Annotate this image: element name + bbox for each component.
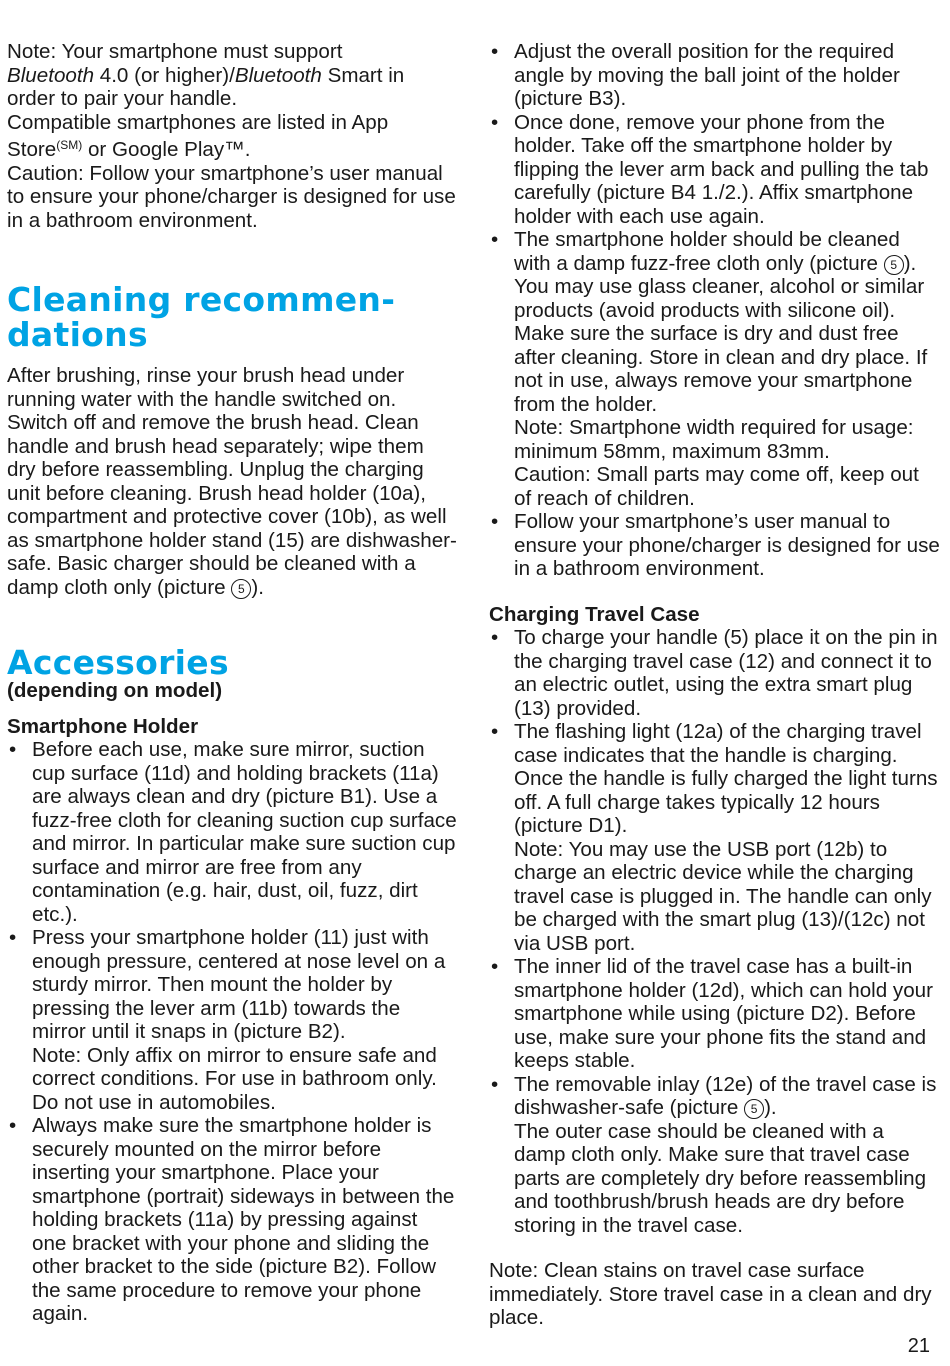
accessories-subheading: (depending on model) (7, 679, 223, 702)
list-item: • Always make sure the smartphone holder is securely mounted on the mirror before inserting your smartphone. Place your smartphone (portrait) sideways in between the holding brackets (11a) by pressing against one bracket with your phone and sliding the other bracket to the side (picture B2). Follow the same procedure to remove your phone again. (7, 1114, 457, 1326)
list-item: • To charge your handle (5) place it on the pin in the charging travel case (12) and connect it to an electric outlet, using the extra smart plug (13) provided. (489, 626, 941, 720)
circled-number-icon: 5 (884, 255, 904, 275)
intro-paragraph: Note: Your smartphone must support Bluetooth 4.0 (or higher)/Bluetooth Smart in order to pair your handle. Compatible smartphones are listed in App Store$^{(SM)}$ or Google Play™. Caution: Follow your smartphone’s user manual to ensure your phone/charger is designed for use in a bathroom environment. (7, 40, 456, 232)
left-column (7, 40, 457, 1326)
list-item: • The smartphone holder should be cleaned with a damp fuzz-free cloth only (picture 5 ). You may use glass cleaner, alcohol or similar products (avoid products with silicone oil). Make sure the surface is dry and dust free after cleaning. Store in clean and dry place. If not in use, always remove your smartphone from the holder. Note: Smartphone width required for usage: minimum 58mm, maximum 83mm. Caution: Small parts may come off, keep out of reach of children. (489, 228, 941, 510)
list-item: • Press your smartphone holder (11) just with enough pressure, centered at nose level on a sturdy mirror. Then mount the holder by pressing the lever arm (11b) towards the mirror until it snaps in (picture B2). Note: Only affix on mirror to ensure safe and correct conditions. For use in bathroom only. Do not use in automobiles. (7, 926, 457, 1114)
list-item: • The inner lid of the travel case has a built-in smartphone holder (12d), which can hold your smartphone while using (picture D2). Before use, make sure your phone fits the stand and keeps stable. (489, 955, 941, 1073)
travel-case-heading: Charging Travel Case (489, 602, 700, 626)
list-item: • Follow your smartphone’s user manual to ensure your phone/charger is designed for use in a bathroom environment. (489, 510, 941, 581)
holder-heading: Smartphone Holder (7, 714, 199, 738)
page-number: 21 (907, 1335, 930, 1357)
list-item: • The flashing light (12a) of the charging travel case indicates that the handle is charging. Once the handle is fully charged the light turns off. A full charge takes typically 12 hours (picture D1). Note: You may use the USB port (12b) to charge an electric device while the charging travel case is plugged in. The handle can only be charged with the smart plug (13)/(12c) not via USB port. (489, 720, 941, 955)
list-item: • Adjust the overall position for the required angle by moving the ball joint of the holder (picture B3). (489, 40, 941, 111)
cleaning-heading: Cleaning recommen- dations (7, 280, 396, 354)
list-item: • Once done, remove your phone from the holder. Take off the smartphone holder by flipping the lever arm back and pulling the tab carefully (picture B4 1./2.). Affix smartphone holder with each use again. (489, 111, 941, 229)
accessories-heading: Accessories (7, 643, 229, 682)
cleaning-paragraph: After brushing, rinse your brush head under running water with the handle switched on. Switch off and remove the brush head. Clean handle and brush head separately; wipe them dry before reassembling. Unplug the charging unit before cleaning. Brush head holder (10a), compartment and protective cover (10b), as well as smartphone holder stand (15) are dishwasher-safe. Basic charger should be cleaned with a damp cloth only (picture 5 ). (7, 364, 457, 599)
final-note: Note: Clean stains on travel case surface immediately. Store travel case in a clean and dry place. (489, 1259, 932, 1329)
circled-number-icon: 5 (231, 579, 251, 599)
circled-number-icon: 5 (744, 1099, 764, 1119)
list-item: • The removable inlay (12e) of the travel case is dishwasher-safe (picture 5 ). The outer case should be cleaned with a damp cloth only. Make sure that travel case parts are completely dry before reassembling and toothbrush/brush heads are dry before storing in the travel case. (489, 1073, 941, 1238)
list-item: • Before each use, make sure mirror, suction cup surface (11d) and holding brackets (11a) are always clean and dry (picture B1). Use a fuzz-free cloth for cleaning suction cup surface and mirror. In particular make sure suction cup surface and mirror are free from any contamination (e.g. hair, dust, oil, fuzz, dirt etc.). (7, 738, 457, 926)
right-column (489, 40, 941, 1330)
